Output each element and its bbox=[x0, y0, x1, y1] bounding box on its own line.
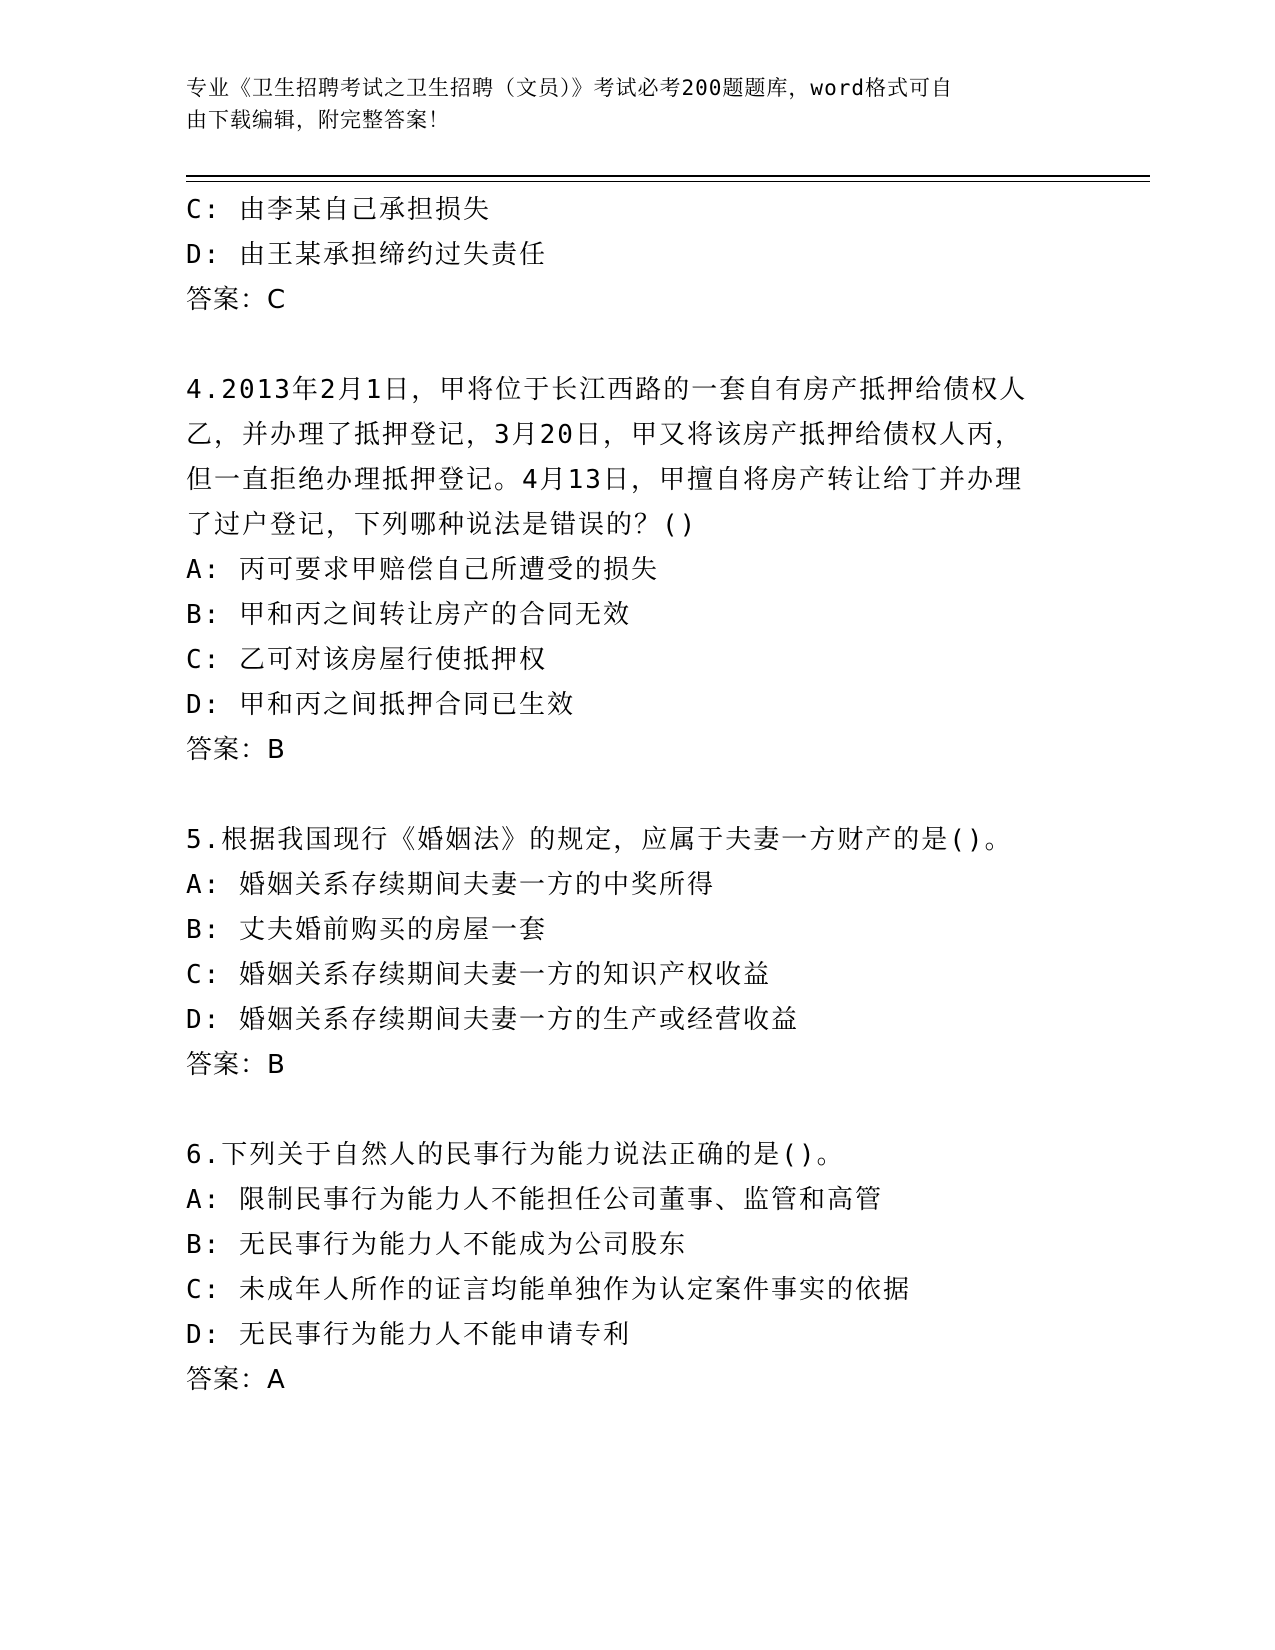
spacer bbox=[186, 1088, 1066, 1133]
option-b: B: 甲和丙之间转让房产的合同无效 bbox=[186, 600, 631, 630]
option-d: D: 由王某承担缔约过失责任 bbox=[186, 240, 547, 270]
document-header bbox=[186, 72, 1066, 136]
question-text-line: 5.根据我国现行《婚姻法》的规定，应属于夫妻一方财产的是()。 bbox=[186, 825, 1013, 855]
answer-label: 答案：A bbox=[186, 1365, 286, 1395]
header-line-1: 专业《卫生招聘考试之卫生招聘（文员）》考试必考200题题库，word格式可自 bbox=[186, 76, 953, 100]
question-5 bbox=[186, 818, 1066, 1088]
option-d: D: 婚姻关系存续期间夫妻一方的生产或经营收益 bbox=[186, 1005, 799, 1035]
question-text-line: 乙，并办理了抵押登记，3月20日，甲又将该房产抵押给债权人丙， bbox=[186, 420, 1023, 450]
question-4 bbox=[186, 368, 1066, 773]
option-b: B: 丈夫婚前购买的房屋一套 bbox=[186, 915, 547, 945]
option-d: D: 甲和丙之间抵押合同已生效 bbox=[186, 690, 575, 720]
header-line-2: 由下载编辑，附完整答案！ bbox=[186, 108, 450, 132]
question-6 bbox=[186, 1133, 1066, 1403]
previous-question-tail bbox=[186, 188, 1066, 323]
spacer bbox=[186, 323, 1066, 368]
header-divider-thick bbox=[186, 175, 1150, 177]
option-c: C: 乙可对该房屋行使抵押权 bbox=[186, 645, 547, 675]
option-d: D: 无民事行为能力人不能申请专利 bbox=[186, 1320, 631, 1350]
option-a: A: 婚姻关系存续期间夫妻一方的中奖所得 bbox=[186, 870, 715, 900]
question-text-line: 4.2013年2月1日，甲将位于长江西路的一套自有房产抵押给债权人 bbox=[186, 375, 1028, 405]
question-content bbox=[186, 188, 1066, 1403]
question-text-line: 6.下列关于自然人的民事行为能力说法正确的是()。 bbox=[186, 1140, 845, 1170]
option-a: A: 限制民事行为能力人不能担任公司董事、监管和高管 bbox=[186, 1185, 883, 1215]
question-text-line: 但一直拒绝办理抵押登记。4月13日，甲擅自将房产转让给丁并办理 bbox=[186, 465, 1023, 495]
answer-label: 答案：B bbox=[186, 735, 286, 765]
option-c: C: 未成年人所作的证言均能单独作为认定案件事实的依据 bbox=[186, 1275, 911, 1305]
spacer bbox=[186, 773, 1066, 818]
option-b: B: 无民事行为能力人不能成为公司股东 bbox=[186, 1230, 687, 1260]
answer-label: 答案：C bbox=[186, 285, 287, 315]
header-divider-thin bbox=[186, 181, 1150, 182]
option-c: C: 婚姻关系存续期间夫妻一方的知识产权收益 bbox=[186, 960, 771, 990]
option-c: C: 由李某自己承担损失 bbox=[186, 195, 491, 225]
option-a: A: 丙可要求甲赔偿自己所遭受的损失 bbox=[186, 555, 659, 585]
question-text-line: 了过户登记，下列哪种说法是错误的？() bbox=[186, 510, 698, 540]
answer-label: 答案：B bbox=[186, 1050, 286, 1080]
